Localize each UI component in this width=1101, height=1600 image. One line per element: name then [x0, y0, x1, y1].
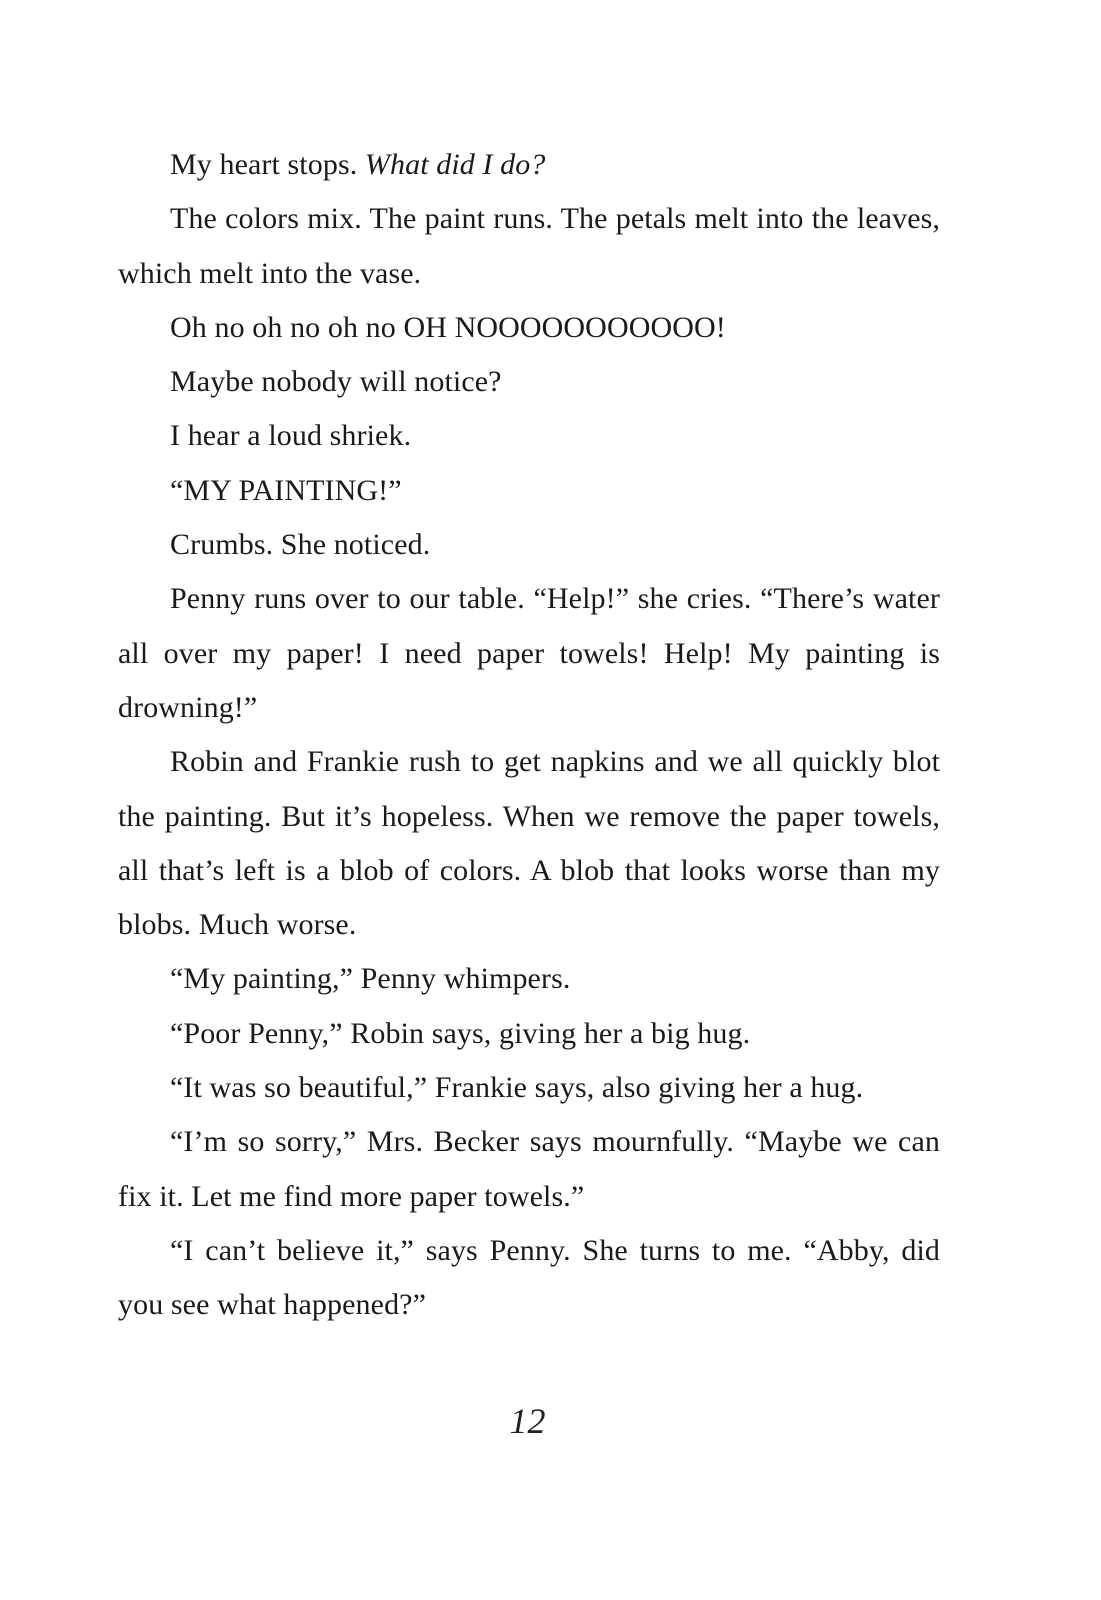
paragraph: I hear a loud shriek.: [170, 419, 412, 453]
paragraph: “It was so beautiful,” Frankie says, also giving her a hug.: [170, 1071, 864, 1105]
page-number: 12: [509, 1401, 546, 1441]
paragraph: “I can’t believe it,” says Penny. She turns to me. “Abby, did you see what happened?”: [118, 1233, 940, 1322]
paragraph: Robin and Frankie rush to get napkins and we all quickly blot the painting. But it’s hopeless. When we remove the paper towels, all that’s left is a blob of colors. A blob that looks worse than my blobs. Much worse.: [118, 745, 940, 942]
body-text: [118, 138, 940, 1333]
paragraph: Penny runs over to our table. “Help!” she cries. “There’s water all over my paper! I need paper towels! Help! My painting is drowning!”: [118, 582, 940, 724]
paragraph: The colors mix. The paint runs. The petals melt into the leaves, which melt into the vase.: [118, 202, 940, 290]
paragraph: [118, 138, 940, 192]
paragraph: Maybe nobody will notice?: [170, 365, 502, 399]
paragraph: “My painting,” Penny whimpers.: [170, 962, 571, 996]
paragraph: “Poor Penny,” Robin says, giving her a big hug.: [170, 1016, 751, 1050]
paragraph: Crumbs. She noticed.: [170, 528, 431, 562]
paragraph: Oh no oh no oh no OH NOOOOOOOOOOO!: [170, 310, 726, 344]
italic-thought: What did I do?: [364, 148, 546, 181]
paragraph: “I’m so sorry,” Mrs. Becker says mournfully. “Maybe we can fix it. Let me find more paper towels.”: [118, 1125, 940, 1213]
paragraph-text: My heart stops.: [170, 148, 365, 181]
paragraph: “MY PAINTING!”: [170, 473, 402, 507]
